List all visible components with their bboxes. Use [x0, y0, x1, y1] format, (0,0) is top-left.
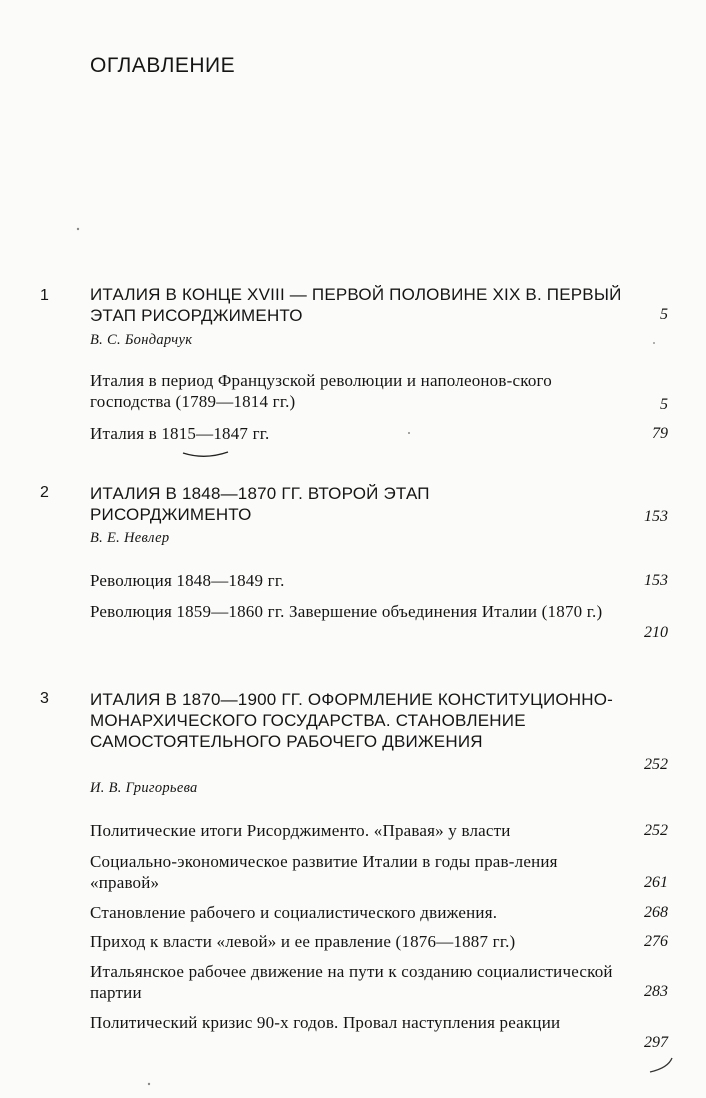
chapter-1-entry-2: Италия в 1815—1847 гг. — [90, 424, 270, 443]
chapter-3-entry-5-page: 283 — [644, 983, 668, 1000]
chapter-1-title: ИТАЛИЯ В КОНЦЕ XVIII — ПЕРВОЙ ПОЛОВИНЕ XIX В. ПЕРВЫЙ ЭТАП РИСОРДЖИМЕНТО — [90, 285, 622, 325]
chapter-3-page: 252 — [644, 756, 668, 773]
chapter-1-entry-1: Италия в период Французской революции и наполеонов-ского господства (1789—1814 гг.) — [90, 371, 552, 411]
chapter-3-entry-3: Становление рабочего и социалистического движения. — [90, 903, 498, 922]
chapter-2-entry-2-page: 210 — [644, 624, 668, 641]
speck — [77, 228, 79, 230]
chapter-1-entry-1-page: 5 — [660, 396, 668, 413]
chapter-2-entry-1-page: 153 — [644, 572, 668, 589]
pencil-mark — [650, 1058, 672, 1072]
chapter-1-number: 1 — [40, 287, 49, 304]
chapter-3-number: 3 — [40, 690, 49, 707]
pencil-underline — [183, 452, 228, 456]
chapter-2-entry-1: Революция 1848—1849 гг. — [90, 571, 285, 590]
chapter-3-entry-3-page: 268 — [644, 904, 668, 921]
toc-heading: ОГЛАВЛЕНИЕ — [90, 54, 236, 77]
chapter-2-page: 153 — [644, 508, 668, 525]
chapter-3-entry-2: Социально-экономическое развитие Италии в годы прав-ления «правой» — [90, 852, 558, 892]
chapter-1-author: В. С. Бондарчук — [90, 332, 193, 348]
chapter-3-entry-6-page: 297 — [644, 1034, 668, 1051]
speck — [408, 432, 410, 434]
chapter-1-page: 5 — [660, 306, 668, 323]
chapter-3-entry-1-page: 252 — [644, 822, 668, 839]
speck — [148, 1083, 150, 1085]
chapter-2-title: ИТАЛИЯ В 1848—1870 ГГ. ВТОРОЙ ЭТАП РИСОРДЖИМЕНТО — [90, 484, 430, 524]
chapter-3-entry-1: Политические итоги Рисорджименто. «Правая» у власти — [90, 821, 511, 840]
chapter-3-author: И. В. Григорьева — [90, 780, 198, 796]
chapter-3-entry-4: Приход к власти «левой» и ее правление (1876—1887 гг.) — [90, 932, 516, 951]
chapter-3-title: ИТАЛИЯ В 1870—1900 ГГ. ОФОРМЛЕНИЕ КОНСТИТУЦИОННО-МОНАРХИЧЕСКОГО ГОСУДАРСТВА. СТАНОВЛЕНИЕ САМОСТОЯТЕЛЬНОГО РАБОЧЕГО ДВИЖЕНИЯ — [90, 690, 614, 751]
speck — [653, 342, 655, 344]
chapter-1-entry-2-page: 79 — [652, 425, 668, 442]
chapter-3-entry-4-page: 276 — [644, 933, 668, 950]
chapter-3-entry-6: Политический кризис 90-х годов. Провал наступления реакции — [90, 1013, 561, 1032]
chapter-3-entry-5: Итальянское рабочее движение на пути к созданию социалистической партии — [90, 962, 613, 1002]
chapter-2-author: В. Е. Невлер — [90, 530, 170, 546]
chapter-2-number: 2 — [40, 484, 49, 501]
chapter-2-entry-2: Революция 1859—1860 гг. Завершение объединения Италии (1870 г.) — [90, 602, 603, 621]
chapter-3-entry-2-page: 261 — [644, 874, 668, 891]
